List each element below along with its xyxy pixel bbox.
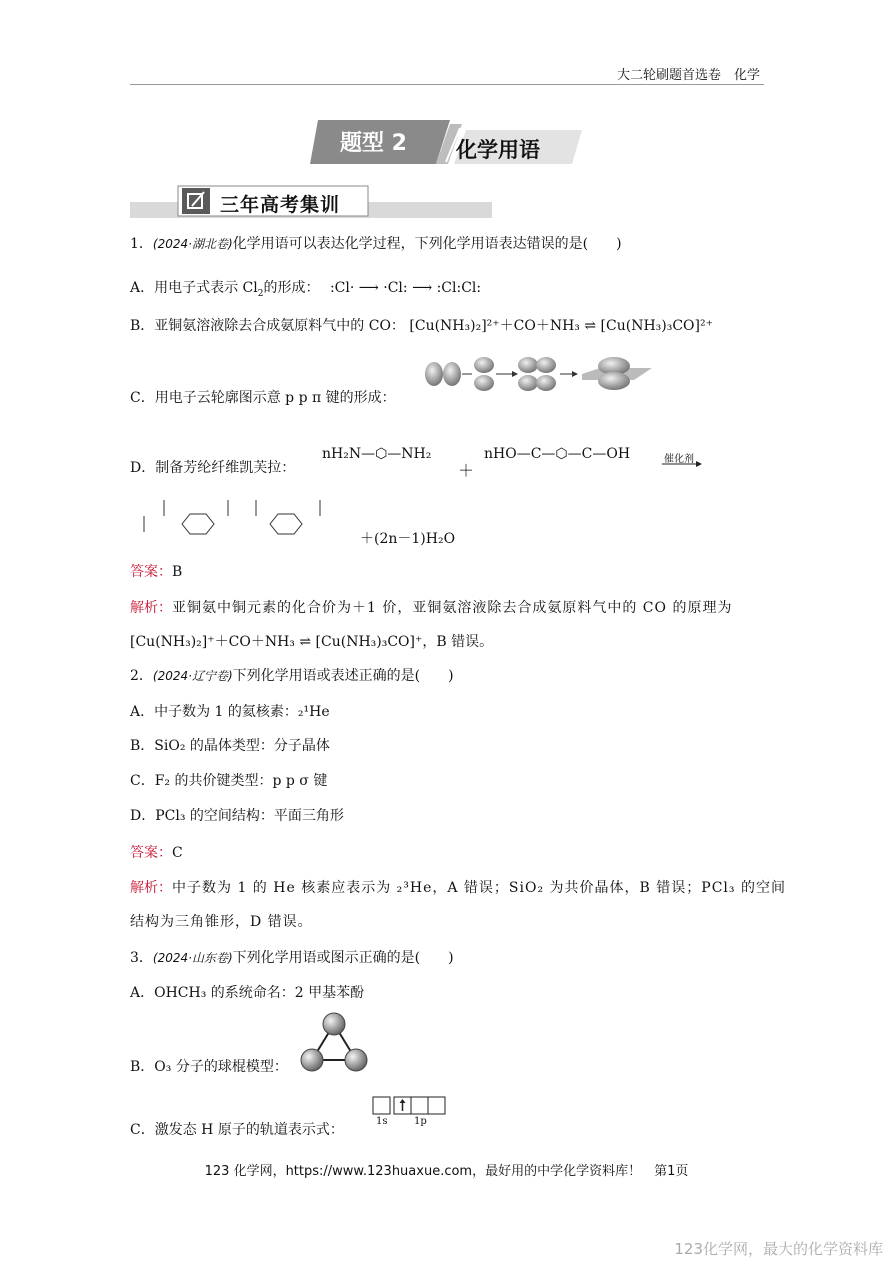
kevlar-product-structure: [136, 490, 366, 542]
q2-explanation-line2: [130, 912, 313, 932]
q1-explanation-line1: [130, 598, 732, 618]
q1-option-a-sub: 2: [257, 288, 264, 299]
q1-answer: [130, 562, 182, 582]
q3-source: (2024·山东卷): [152, 951, 233, 965]
kevlar-reactant-1: nH₂N—⬡—NH₂: [322, 446, 432, 462]
page-footer: 123 化学网，https://www.123huaxue.com，最好用的中学化学资料库！ 第1页: [204, 1164, 689, 1179]
q1-option-b-formula: [Cu(NH₃)₂]²⁺＋CO＋NH₃ ⇌ [Cu(NH₃)₃CO]²⁺: [409, 318, 713, 334]
header-text: 大二轮刷题首选卷 化学: [616, 68, 760, 83]
q2-option-c: C．F₂ 的共价键类型：p p σ 键: [130, 773, 328, 789]
q2-stem: 下列化学用语或表述正确的是( ): [232, 668, 454, 684]
reaction-arrow: [662, 460, 702, 468]
q2-exp-label: 解析：: [130, 880, 172, 896]
section-title: 三年高考集训: [220, 194, 341, 216]
q2-source: (2024·辽宁卷): [152, 669, 233, 683]
orbital-diagram: [372, 1096, 448, 1116]
q1-option-a-formula: :Cl· ⟶ ·Cl: ⟶ :Cl:Cl:: [329, 280, 482, 296]
q1-stem: 化学用语可以表达化学过程，下列化学用语表达错误的是( ): [232, 236, 622, 252]
q3-number: 3．: [130, 950, 153, 966]
q1-option-c-text: C．用电子云轮廓图示意 p p π 键的形成：: [130, 390, 396, 406]
q1-option-a: [130, 278, 481, 304]
q2-option-d: D．PCl₃ 的空间结构：平面三角形: [130, 808, 344, 824]
orbital-label-1p: 1p: [414, 1116, 427, 1127]
q2-answer-label: 答案：: [130, 845, 172, 861]
kevlar-product-tail: ＋(2n－1)H₂O: [360, 531, 456, 547]
q1-exp-label: 解析：: [130, 600, 172, 616]
q1-option-d: [130, 458, 295, 478]
electron-cloud-diagram: [424, 354, 656, 394]
kevlar-reactant-2: nHO—C—⬡—C—OH: [484, 446, 631, 462]
q1-option-b: [130, 316, 713, 336]
q1-option-a-tail: 的形成：: [263, 280, 320, 296]
q2-explanation-line1: [130, 878, 786, 898]
q2-answer-value: C: [172, 845, 183, 861]
q1-option-c: [130, 388, 396, 408]
section-header: [130, 184, 492, 220]
watermark: 123化学网，最大的化学资料库: [674, 1240, 883, 1258]
q1-exp-text1: 亚铜氨中铜元素的化合价为＋1 价，亚铜氨溶液除去合成氨原料气中的 CO 的原理为: [172, 600, 733, 616]
q3-stem: 下列化学用语或图示正确的是( ): [232, 950, 454, 966]
q1-stem-line: [130, 234, 622, 254]
q1-option-a-text: A．用电子式表示 Cl: [130, 280, 258, 296]
q2-answer: [130, 843, 183, 863]
q3-stem-line: [130, 948, 454, 968]
q2-stem-line: [130, 666, 454, 686]
q1-source: (2024·湖北卷): [152, 237, 233, 251]
q2-option-a: A．中子数为 1 的氦核素：₂¹He: [130, 704, 330, 720]
orbital-label-1s: 1s: [376, 1116, 388, 1127]
type-banner: [310, 118, 582, 166]
banner-type-label: 题型 2: [340, 131, 407, 156]
q3-option-c: C．激发态 H 原子的轨道表示式：: [130, 1122, 344, 1138]
q1-explanation-line2: [130, 632, 493, 652]
ozone-ball-stick-model: [298, 1010, 370, 1076]
page-header: [130, 64, 764, 85]
q2-option-b: B．SiO₂ 的晶体类型：分子晶体: [130, 738, 330, 754]
kevlar-plus: ＋: [458, 461, 475, 480]
q2-exp-text1: 中子数为 1 的 He 核素应表示为 ₂³He，A 错误；SiO₂ 为共价晶体，B 错误；PCl₃ 的空间: [172, 880, 786, 896]
q2-number: 2．: [130, 668, 153, 684]
q1-exp-text2: [Cu(NH₃)₂]⁺＋CO＋NH₃ ⇌ [Cu(NH₃)₃CO]⁺，B 错误。: [130, 634, 494, 650]
q1-option-b-text: B．亚铜氨溶液除去合成氨原料气中的 CO：: [130, 318, 405, 334]
q2-exp-text2: 结构为三角锥形，D 错误。: [130, 914, 313, 930]
q1-option-d-text: D．制备芳纶纤维凯芙拉：: [130, 460, 296, 476]
q3-option-b: B．O₃ 分子的球棍模型：: [130, 1059, 288, 1075]
q1-answer-label: 答案：: [130, 564, 172, 580]
q3-option-a: A．OHCH₃ 的系统命名：2 甲基苯酚: [130, 985, 365, 1001]
kevlar-catalyst: 催化剂: [664, 454, 694, 465]
q1-number: 1．: [130, 236, 153, 252]
q1-answer-value: B: [172, 564, 183, 580]
banner-title: 化学用语: [456, 138, 540, 162]
